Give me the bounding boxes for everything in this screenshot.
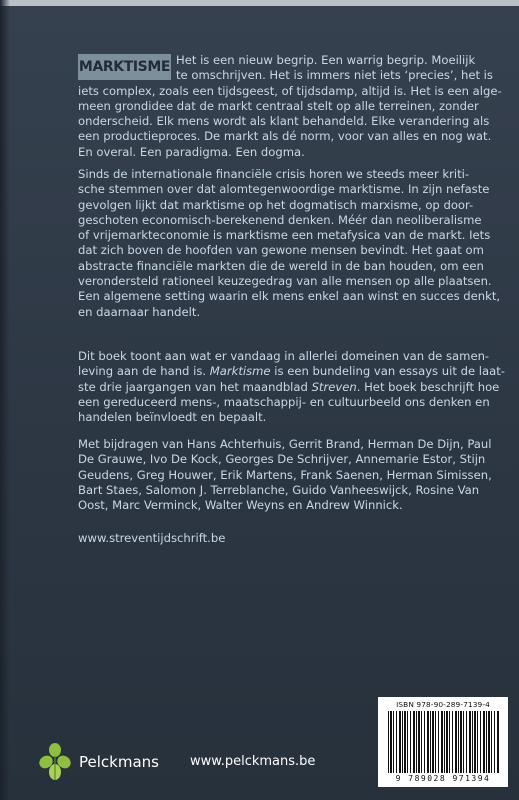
text-line: Met bijdragen van Hans Achterhuis, Gerrit Brand, Herman De Dijn, Paul — [78, 437, 492, 451]
text-line: en daarnaar handelt. — [78, 304, 201, 319]
text-line: En overal. Een paradigma. Een dogma. — [78, 144, 305, 159]
text-line: handelen beïnvloedt en bepaalt. — [78, 410, 267, 425]
text-line: sche stemmen over dat alomtegenwoordige marktisme. In zijn nefaste — [78, 182, 490, 197]
text-line: onderscheid. Elk mens wordt als klant behandeld. Elke verandering als — [78, 114, 490, 129]
text-line: een productieproces. De markt als dé norm, voor van alles en nog wat. — [78, 129, 492, 144]
text-line: iets complex, zoals een tijdsgeest, of tijdsdamp, altijd is. Het is een alge- — [78, 83, 502, 98]
title-badge: MARKTISME — [78, 54, 171, 80]
isbn-text: ISBN 978-90-289-7139-4 — [396, 700, 490, 709]
text-line: of vrijemarkteconomie is marktisme een metafysica van de markt. Iets — [78, 228, 491, 243]
magazine-title-italic: Streven — [311, 379, 357, 394]
barcode-number: 9 789028 971394 — [395, 774, 491, 783]
publisher-url[interactable]: www.pelckmans.be — [190, 754, 316, 769]
text-fragment: ste drie jaargangen van het maandblad — [78, 379, 312, 394]
text-line: meen grondidee dat de markt centraal stelt op alle terreinen, zonder — [78, 98, 479, 113]
leaf-logo-icon — [37, 742, 73, 782]
text-line: Sinds de internationale financiële crisis horen we steeds meer kriti- — [78, 167, 470, 181]
text-fragment: is een bundeling van essays uit de laat- — [270, 364, 505, 379]
text-line: Oost, Marc Verminck, Walter Weyns en Andrew Winnick. — [78, 498, 403, 513]
text-line: te omschrijven. Het is immers niet iets ‘precies’, het is — [176, 68, 493, 83]
text-line: Geudens, Greg Houwer, Erik Martens, Frank Saenen, Herman Simissen, — [78, 467, 492, 482]
text-line — [78, 364, 505, 379]
page-edge-top — [0, 0, 519, 6]
blurb-paragraph-1 — [78, 53, 502, 160]
text-line: De Grauwe, Ivo De Kock, Georges De Schrijver, Annemarie Estor, Stijn — [78, 452, 486, 467]
text-line — [78, 380, 498, 395]
blurb-paragraph-2 — [78, 167, 501, 320]
barcode-icon — [388, 711, 500, 773]
text-line: gevolgen lijkt dat marktisme op het dogmatisch marxisme, op door- — [78, 197, 474, 212]
text-line: verondersteld rationeel keuzegedrag van alle mensen op alle plaatsen. — [78, 274, 492, 289]
website-link[interactable]: www.streventijdschrift.be — [78, 531, 226, 545]
text-line: dat zich boven de hoofden van gewone mensen bevindt. Het gaat om — [78, 243, 484, 258]
text-fragment: . Het boek beschrijft hoe — [356, 379, 500, 394]
text-line: een gereduceerd mens-, maatschappij- en cultuurbeeld ons denken en — [78, 394, 490, 409]
publisher-logo — [37, 739, 159, 785]
text-fragment: leving aan de hand is. — [78, 364, 210, 379]
text-line: geschoten economisch-berekenend denken. Méér dan neoliberalisme — [78, 212, 482, 227]
spine-shadow — [0, 0, 10, 800]
text-line: Een algemene setting waarin elk mens enkel aan winst en succes denkt, — [78, 289, 501, 304]
book-title-italic: Marktisme — [209, 364, 271, 379]
publisher-name: Pelckmans — [79, 753, 159, 771]
text-line: Het is een nieuw begrip. Een warrig begrip. Moeilijk — [176, 53, 476, 67]
contributors-paragraph — [78, 437, 498, 513]
text-line: Dit boek toont aan wat er vandaag in allerlei domeinen van de samen- — [78, 349, 490, 363]
text-line: abstracte financiële markten die de wereld in de ban houden, om een — [78, 258, 484, 273]
blurb-paragraph-3 — [78, 349, 505, 425]
text-line: Bart Staes, Salomon J. Terreblanche, Guido Vanheeswijck, Rosine Van — [78, 482, 480, 497]
barcode-label — [378, 697, 508, 787]
